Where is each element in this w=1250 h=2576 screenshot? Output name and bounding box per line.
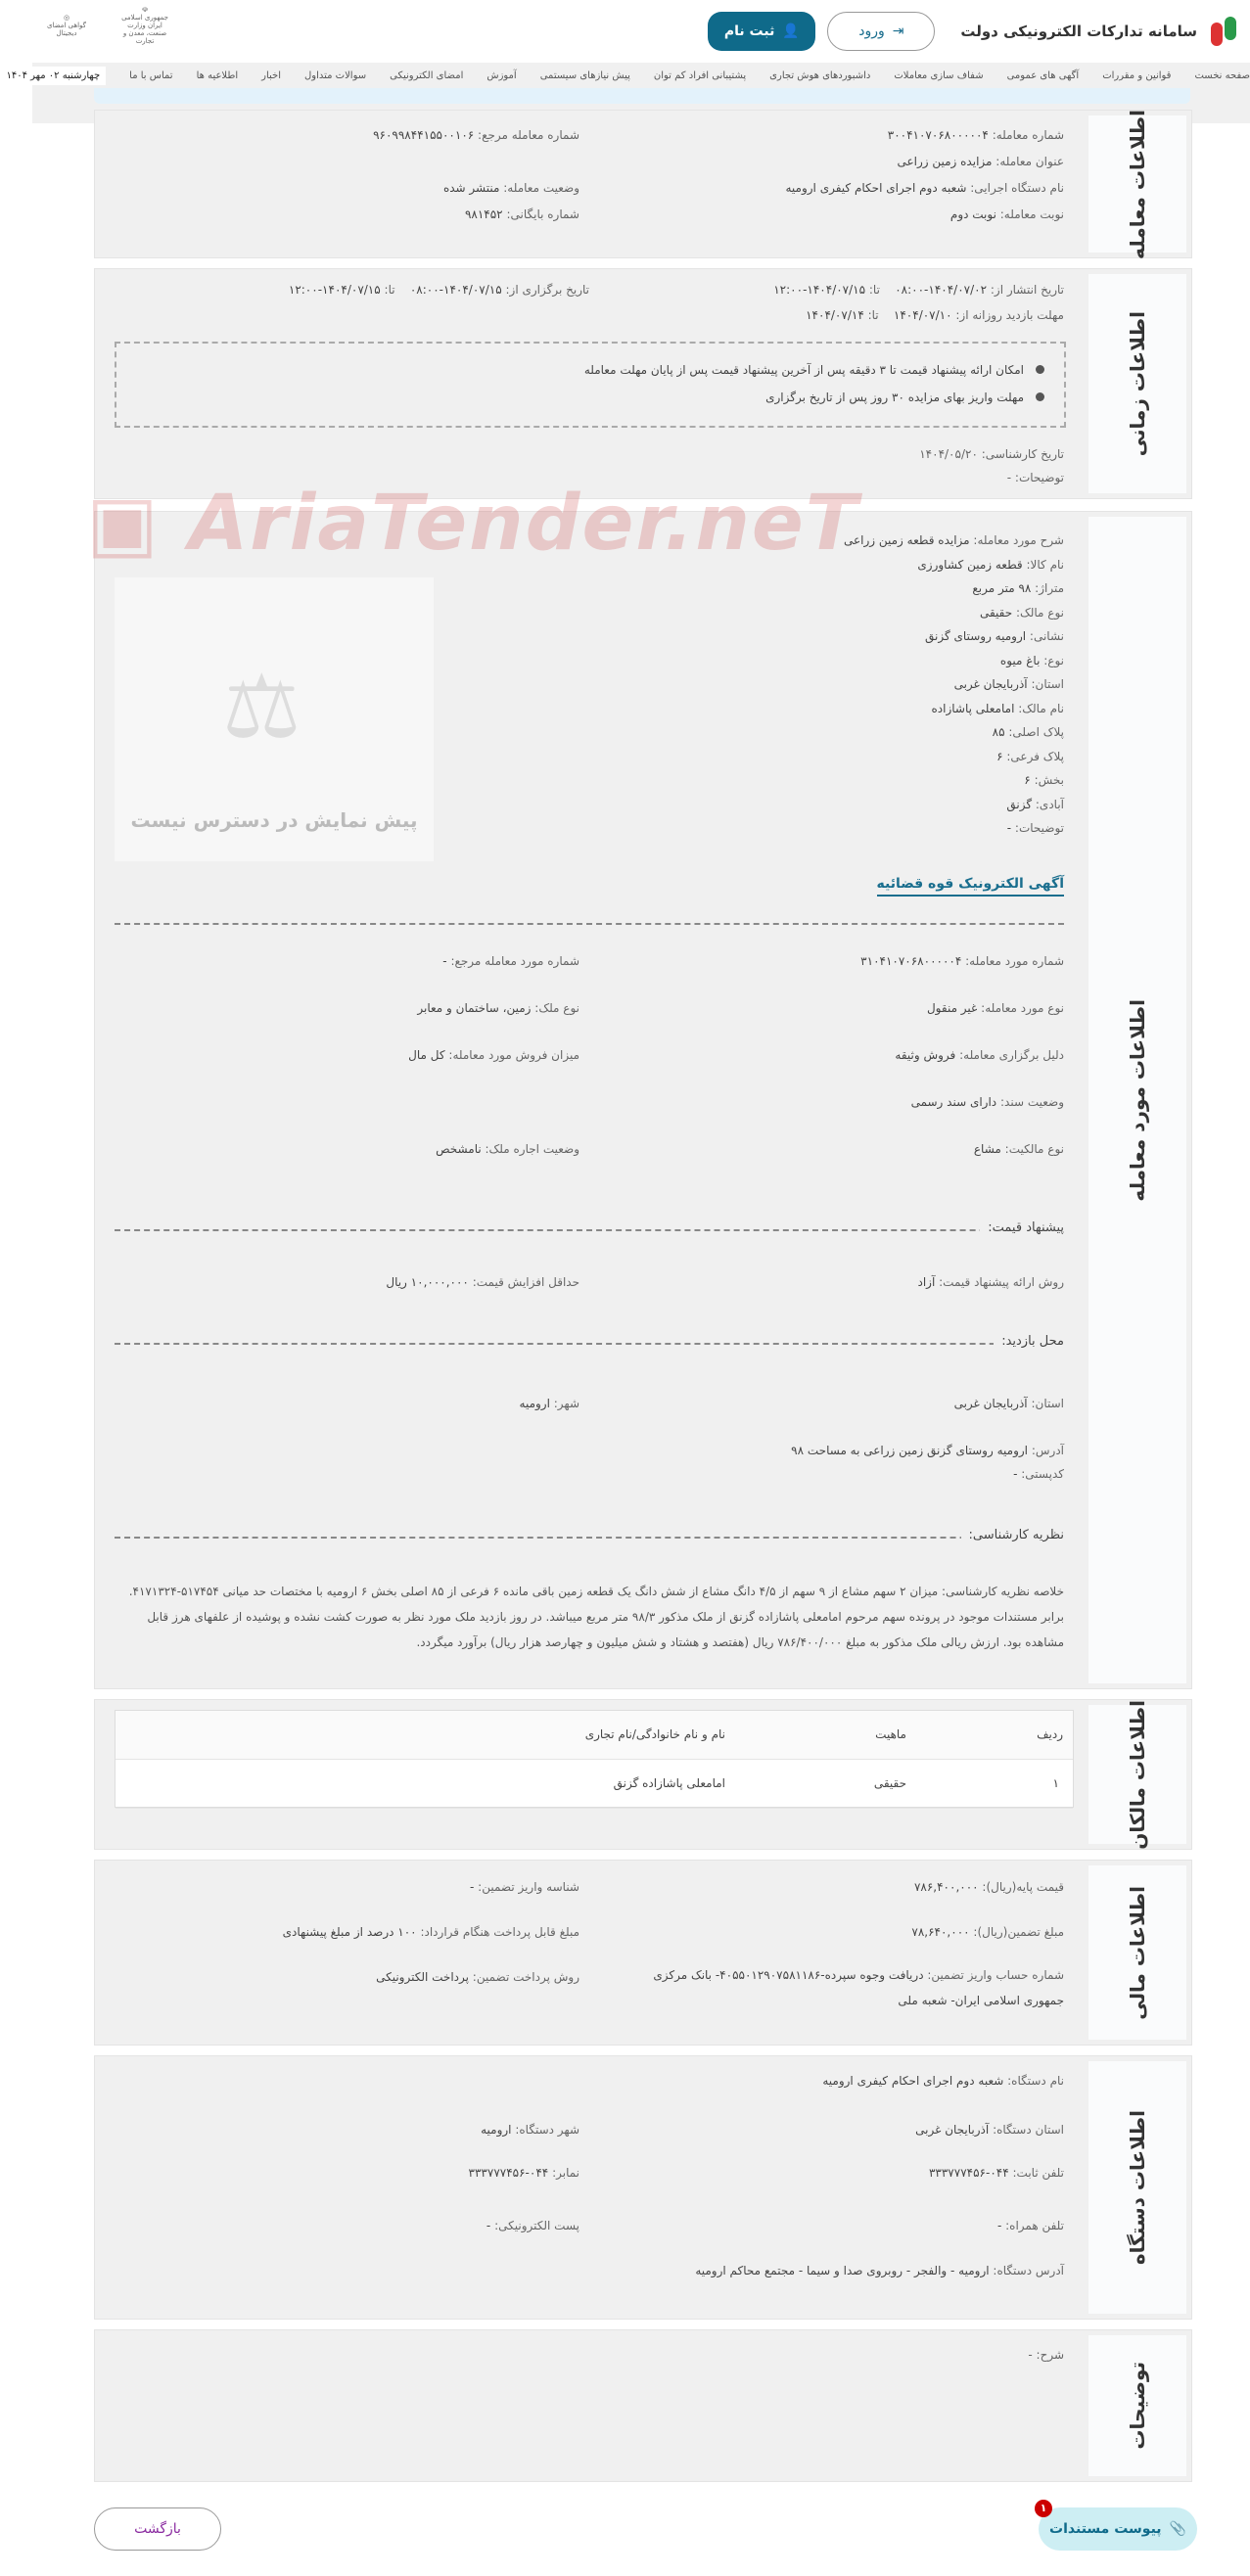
item-field [408,1048,579,1062]
item-prop [1024,773,1064,787]
login-button[interactable] [827,12,935,51]
field-value: منتشر شده [442,181,500,195]
field-value: ارومیه [519,1397,550,1410]
item-field [436,1142,579,1156]
section-label: اطلاعات معامله [1088,115,1186,253]
field-label: نوع مالکیت: [1004,1142,1064,1156]
field-value: ۱۰,۰۰۰,۰۰۰ ریال [386,1275,469,1289]
publish-dates: تاریخ انتشار از: ۱۴۰۴/۰۷/۰۲-۰۸:۰۰ تا: ۱۴۰۴/۰۷/۱۵-۱۲:۰۰ [773,283,1064,297]
item-field [974,1142,1064,1156]
header [32,0,1250,63]
owners-table [115,1710,1074,1808]
nav-item[interactable]: اطلاعیه ها [196,69,239,81]
visit-dates: مهلت بازدید روزانه از: ۱۴۰۴/۰۷/۱۰ تا: ۱۴۰۴/۰۷/۱۴ [806,308,1064,322]
register-button[interactable] [708,12,815,51]
header-type: ماهیت [875,1727,906,1741]
field-label: استان دستگاه: [993,2123,1064,2137]
field-label: شرح مورد معامله: [973,533,1064,547]
field-label: شهر دستگاه: [515,2123,579,2137]
field-label: شماره مورد معامله مرجع: [450,954,579,968]
field-value: نوبت دوم [949,207,996,221]
guarantee-amount [911,1925,1064,1939]
field-label: شماره معامله: [992,128,1064,142]
login-label: ورود [858,23,885,39]
description-text: شرح: - [1028,2348,1064,2362]
field-label: شناسه واریز تضمین: [478,1880,579,1894]
field-label: پلاک اصلی: [1008,725,1064,739]
field-label: آدرس دستگاه: [993,2264,1064,2277]
field-value: حقیقی [979,605,1013,620]
divider [115,1537,1064,1539]
field-value: شعبه دوم اجرای احکام کیفری ارومیه [785,181,967,195]
field-label: وضعیت اجاره ملک: [485,1142,579,1156]
field-value: شعبه دوم اجرای احکام کیفری ارومیه [822,2074,1004,2088]
field-value: امامعلی پاشازاده [931,701,1015,715]
field-value: قطعه زمین کشاورزی [917,557,1023,572]
divider [115,1343,1064,1345]
section-label: اطلاعات مورد معامله [1088,517,1186,1683]
field-label: عنوان معامله: [995,155,1064,168]
field-value: آذربایجان غربی [953,677,1028,691]
login-icon: ⇥ [892,23,904,39]
guarantee-account [624,1962,1064,2013]
field-value: باغ میوه [999,653,1041,667]
field-value: پرداخت الکترونیکی [376,1970,469,1984]
field-value: نامشخص [436,1142,482,1156]
device-phone [929,2166,1064,2180]
field-value: گزنق [1006,797,1033,811]
field-label: توضیحات: [1014,821,1064,835]
watermark-logo: ▣ AriaTender.neT [86,480,859,568]
gov-logos [42,6,169,45]
field-label: حداقل افزایش قیمت: [472,1275,579,1289]
gavel-icon: ⚖ [222,656,301,759]
nav-item[interactable]: داشبوردهای هوش تجاری [769,69,871,81]
field-label: شماره مورد معامله: [965,954,1064,968]
cell-index: ۱ [1052,1776,1059,1790]
field-label: مبلغ قابل پرداخت هنگام قرارداد: [420,1925,579,1939]
field-label: بخش: [1034,773,1064,787]
section-label: اطلاعات مالکان [1088,1705,1186,1844]
item-prop [925,629,1064,643]
paperclip-icon: 📎 [1169,2521,1186,2537]
deal-field [888,128,1064,142]
register-label: ثبت نام [723,23,775,39]
field-value: ۷۸,۶۴۰,۰۰۰ [911,1925,970,1939]
payable-amount [283,1925,579,1939]
item-prop [972,581,1064,595]
field-value: مزایده قطعه زمین زراعی [843,533,970,547]
field-label: شماره حساب واریز تضمین: [927,1968,1064,1982]
field-value: دارای سند رسمی [910,1095,997,1109]
info-banner [94,88,1190,104]
section-label: توضیحات [1088,2335,1186,2476]
item-prop [980,606,1064,620]
field-value: آذربایجان غربی [953,1397,1028,1410]
field-label: روش پرداخت تضمین: [472,1970,579,1984]
item-field [911,1095,1064,1109]
table-row [116,1760,1073,1809]
device-mobile [997,2219,1064,2232]
finance-section [94,1860,1192,2046]
table-header [116,1711,1073,1760]
cert-logo-text: گواهی امضای دیجیتال [46,22,87,37]
deal-field [950,207,1064,221]
back-button[interactable] [94,2507,221,2551]
deposit-id [470,1880,579,1894]
item-prop [844,533,1064,547]
bullet-icon [1036,365,1044,374]
field-value: غیر منقول [926,1001,978,1015]
field-label: وضعیت سند: [999,1095,1064,1109]
field-value: ۹۸۱۴۵۲ [464,207,503,221]
deal-field [443,181,579,195]
field-label: دلیل برگزاری معامله: [959,1048,1064,1062]
nav-item[interactable]: پیش نیازهای سیستمی [539,69,630,81]
field-label: نام دستگاه: [1007,2074,1064,2088]
note-item: امکان ارائه پیشنهاد قیمت تا ۳ دقیقه پس از آخرین پیشنهاد قیمت پس از پایان مهلت معامله [584,363,1044,377]
expert-opinion-text: خلاصه نظریه کارشناسی: میزان ۲ سهم مشاع از ۹ سهم از ۴/۵ دانگ مشاع از شش دانگ یک قطعه زمین باقی مانده ۶ فرعی از ۸۵ اصلی بخش ۶ ارومیه با مختصات حد میانی ۵۱۷۴۵۴-۴۱۷۱۳۲۴. برابر مستندات موجود در پرونده سهم مرحوم امامعلی پاشازاده گزنق از ملک مذکور ۹۸/۳ متر مربع میباشد. در روز بازدید ملک مورد نظر به صورت کشت نشده و پوشیده از علفهای هرز قابل مشاهده بود. ارزش ریالی ملک مذکور به مبلغ ۷۸۶/۴۰۰/۰۰۰ ریال (هفتصد و هشتاد و شش میلیون و چهارصد هزار ریال) برآورد میگردد. [128,1585,1064,1649]
base-price [914,1880,1064,1894]
header-index: ردیف [1037,1727,1063,1741]
device-address [695,2264,1064,2277]
cell-name: امامعلی پاشازاده گزنق [613,1776,725,1790]
field-value: دریافت وجوه سپرده-۴۰۵۵۰۱۲۹۰۷۵۸۱۱۸۶- بانک مرکزی جمهوری اسلامی ایران- شعبه ملی [653,1968,1064,2007]
visit-address [791,1444,1064,1457]
attachments-button[interactable] [1039,2502,1197,2551]
subsection-title: پیشنهاد قیمت: [980,1220,1064,1235]
judiciary-ad-link[interactable]: آگهی الکترونیک قوه قضائیه [877,876,1065,897]
main-nav [6,63,1250,88]
item-field [860,954,1064,968]
visit-postal [1013,1467,1064,1481]
field-label: نوبت معامله: [999,207,1064,221]
field-value: زمین، ساختمان و معابر [417,1001,532,1015]
cell-type: حقیقی [873,1776,906,1790]
bullet-icon [1036,392,1044,401]
field-label: قیمت پایه(ریال): [982,1880,1064,1894]
field-label: تلفن همراه: [1005,2219,1064,2232]
divider [115,1229,1064,1231]
field-value: ۸۵ [992,725,1005,739]
payment-method [376,1970,579,1984]
brand[interactable] [960,15,1238,48]
field-label: نشانی: [1029,629,1064,643]
field-value: ۹۶۰۹۹۸۴۴۱۵۵۰۰۱۰۶ [373,128,475,142]
item-field [442,954,579,968]
gov-emblem-logo: ☫ جمهوری اسلامی ایران وزارت صنعت، معدن و تجارت [121,6,168,45]
field-label: کدپستی: [1021,1467,1064,1481]
field-value: کل مال [408,1048,445,1062]
item-prop [1006,798,1064,811]
device-city [481,2123,579,2137]
min-increase [386,1275,579,1289]
site-logo-icon [1205,15,1238,48]
field-value: مزایده زمین زراعی [897,155,993,168]
field-value: ارومیه روستای گزنق [925,629,1027,643]
field-label: پست الکترونیکی: [494,2219,579,2232]
visit-province [954,1397,1064,1410]
nav-item[interactable]: شفاف سازی معاملات [894,69,984,81]
expert-date: تاریخ کارشناسی: ۱۴۰۴/۰۵/۲۰ [919,447,1064,461]
item-prop [1000,654,1064,667]
field-value: آزاد [917,1275,936,1289]
site-title: سامانه تدارکات الکترونیکی دولت [960,23,1197,40]
item-prop [996,750,1064,763]
deal-field [897,155,1064,168]
field-value: آذربایجان غربی [915,2123,990,2137]
time-description: توضیحات: - [1006,471,1064,484]
field-label: نوع مورد معامله: [981,1001,1064,1015]
item-prop [917,558,1064,572]
field-value: ارومیه [481,2123,512,2137]
section-label: اطلاعات دستگاه [1088,2061,1186,2314]
field-label: نمابر: [552,2166,579,2180]
field-label: استان: [1031,1397,1064,1410]
deal-info-section [94,110,1192,258]
field-label: نوع: [1043,653,1064,667]
field-value: ارومیه - والفجر - روبروی صدا و سیما - مجتمع محاکم ارومیه [695,2264,990,2277]
attachment-count-badge: ۱ [1035,2500,1052,2517]
field-value: ۰۴۴-۳۳۳۷۷۷۴۵۶ [468,2166,549,2180]
image-preview-placeholder [115,577,434,861]
back-label: بازگشت [134,2521,181,2537]
item-field [927,1001,1064,1015]
header-name: نام و نام خانوادگی/نام تجاری [584,1727,725,1741]
nav-item[interactable]: تماس با ما [129,69,173,81]
field-label: نام مالک: [1018,701,1064,715]
field-label: میزان فروش مورد معامله: [448,1048,579,1062]
gov-logo-text: جمهوری اسلامی ایران وزارت صنعت، معدن و تجارت [121,14,168,45]
field-label: شماره بایگانی: [506,207,579,221]
deal-field [465,207,579,221]
field-label: پلاک فرعی: [1006,749,1064,763]
deal-field [785,181,1064,195]
field-label: متراژ: [1035,581,1064,595]
nav-item[interactable]: امضای الکترونیکی [390,69,464,81]
divider [115,923,1064,925]
nav-item[interactable]: سوالات متداول [304,69,367,81]
nav-item[interactable]: آگهی های عمومی [1006,69,1080,81]
field-value: مشاع [973,1142,1001,1156]
device-email [486,2219,579,2232]
field-label: نام دستگاه اجرایی: [970,181,1064,195]
device-province [915,2123,1064,2137]
section-label: اطلاعات مالی [1088,1865,1186,2040]
field-value: ۰۴۴-۳۳۳۷۷۷۴۵۶ [928,2166,1009,2180]
device-name [822,2074,1064,2088]
description-section [94,2329,1192,2482]
nav-item[interactable]: پشتیبانی افراد کم توان [653,69,747,81]
nav-item[interactable]: آموزش [486,69,517,81]
field-label: مبلغ تضمین(ریال): [973,1925,1064,1939]
user-add-icon: 👤 [782,23,800,39]
field-value: ۹۸ متر مربع [972,581,1032,595]
hold-dates: تاریخ برگزاری از: ۱۴۰۴/۰۷/۱۵-۰۸:۰۰ تا: ۱۴۰۴/۰۷/۱۵-۱۲:۰۰ [288,283,589,297]
field-label: شهر: [553,1397,579,1410]
field-value: - [442,954,447,968]
subsection-title: محل بازدید: [994,1334,1064,1349]
field-label: استان: [1031,677,1064,691]
item-field [895,1048,1064,1062]
field-value: - [470,1880,475,1894]
field-value: ۳۰۰۴۱۰۷۰۶۸۰۰۰۰۰۴ [887,128,989,142]
subsection-title: نظریه کارشناسی: [961,1528,1065,1542]
field-value: - [486,2219,491,2232]
current-date: چهارشنبه ۰۲ مهر ۱۴۰۴ [0,67,106,85]
field-label: نوع ملک: [534,1001,579,1015]
item-prop [993,725,1064,739]
field-label: آدرس: [1031,1444,1064,1457]
field-value: - [1006,821,1012,835]
field-label: تلفن ثابت: [1012,2166,1064,2180]
section-label: اطلاعات زمانی [1088,274,1186,493]
field-value: ۶ [1024,773,1031,787]
field-value: ارومیه روستای گزنق زمین زراعی به مساحت ۹۸ [791,1444,1028,1457]
field-value: ۷۸۶,۴۰۰,۰۰۰ [913,1880,979,1894]
nav-item[interactable]: صفحه نخست [1194,69,1250,81]
deal-field [373,128,579,142]
field-label: وضعیت معامله: [503,181,579,195]
field-value: - [1013,1467,1018,1481]
field-value: فروش وثیقه [895,1048,956,1062]
item-prop [1007,821,1064,835]
field-label: نام کالا: [1026,557,1064,572]
field-label: روش ارائه پیشنهاد قیمت: [939,1275,1064,1289]
no-preview-text: پیش نمایش در دسترس نیست [130,808,418,832]
notes-box [115,342,1066,428]
note-item: مهلت واریز بهای مزایده ۳۰ روز پس از تاریخ برگزاری [765,391,1044,404]
field-value: ۳۱۰۴۱۰۷۰۶۸۰۰۰۰۰۴ [860,954,962,968]
field-value: ۱۰۰ درصد از مبلغ پیشنهادی [282,1925,417,1939]
field-value: ۶ [996,749,1003,763]
field-value: - [996,2219,1002,2232]
time-info-section [94,268,1192,499]
digital-cert-logo: ◎ گواهی امضای دیجیتال [46,14,87,37]
bid-method [918,1275,1065,1289]
item-field [417,1001,579,1015]
visit-city [520,1397,579,1410]
item-prop [932,702,1064,715]
field-label: شماره معامله مرجع: [478,128,579,142]
attachments-label: پیوست مستندات [1049,2521,1162,2537]
nav-item[interactable]: اخبار [261,69,281,81]
item-prop [954,677,1064,691]
device-fax [469,2166,579,2180]
device-section [94,2055,1192,2320]
owners-section [94,1699,1192,1850]
field-label: آبادی: [1035,797,1064,811]
nav-item[interactable]: قوانین و مقررات [1102,69,1172,81]
field-label: نوع مالک: [1015,605,1064,620]
